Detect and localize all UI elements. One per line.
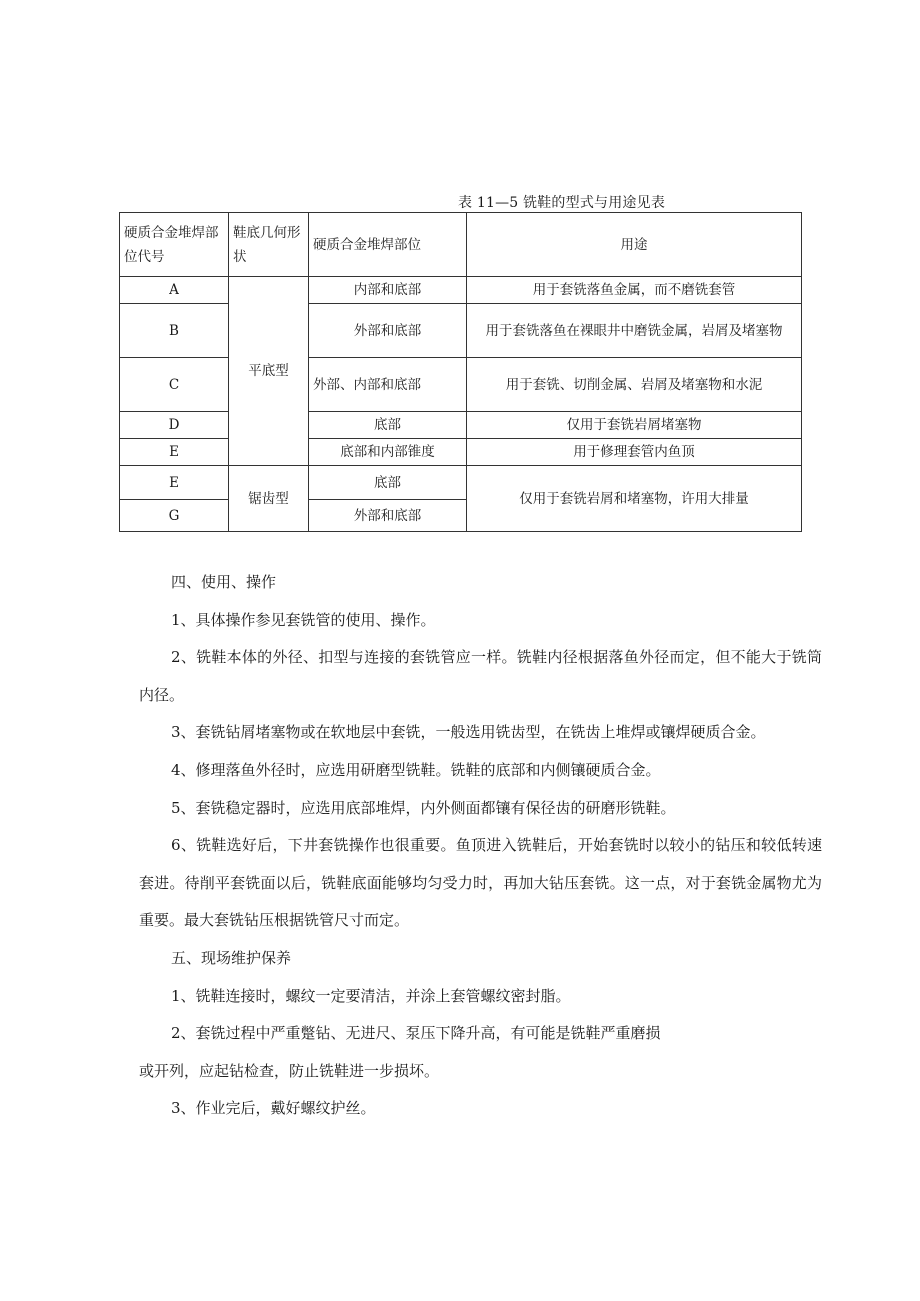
mill-shoe-spec-table xyxy=(119,212,802,532)
paragraph: 1、具体操作参见套铣管的使用、操作。 xyxy=(171,610,436,629)
cell-code: B xyxy=(120,304,229,358)
cell-position: 外部和底部 xyxy=(309,500,467,532)
paragraph: 3、套铣钻屑堵塞物或在软地层中套铣，一般选用铣齿型，在铣齿上堆焊或镶焊硬质合金。 xyxy=(171,723,766,742)
cell-position: 外部和底部 xyxy=(309,304,467,358)
cell-position: 内部和底部 xyxy=(309,277,467,304)
paragraph: 3、作业完后，戴好螺纹护丝。 xyxy=(171,1099,376,1118)
cell-code: G xyxy=(120,500,229,532)
paragraph-continuation: 或开列，应起钻检查，防止铣鞋进一步损坏。 xyxy=(139,1061,440,1080)
table-row xyxy=(120,277,802,304)
cell-usage: 仅用于套铣岩屑和堵塞物，许用大排量 xyxy=(467,466,802,532)
cell-position: 外部、内部和底部 xyxy=(309,358,467,412)
paragraph: 4、修理落鱼外径时，应选用研磨型铣鞋。铣鞋的底部和内侧镶硬质合金。 xyxy=(171,760,661,779)
section-heading: 五、现场维护保养 xyxy=(171,948,292,967)
header-position: 硬质合金堆焊部位 xyxy=(309,213,467,277)
cell-shape-flat: 平底型 xyxy=(229,277,309,466)
table-caption: 表 11—5 铣鞋的型式与用途见表 xyxy=(458,195,666,211)
paragraph: 5、套铣稳定器时，应选用底部堆焊，内外侧面都镶有保径齿的研磨形铣鞋。 xyxy=(171,798,676,817)
paragraph: 6、铣鞋选好后，下井套铣操作也很重要。鱼顶进入铣鞋后，开始套铣时以较小的钻压和较低转速套进。待削平套铣面以后，铣鞋底面能够均匀受力时，再加大钻压套铣。这一点，对于套铣金属物尤为重要。最大套铣钻压根据铣管尺寸而定。 xyxy=(139,836,822,930)
cell-code: E xyxy=(120,439,229,466)
cell-code: D xyxy=(120,412,229,439)
cell-position: 底部 xyxy=(309,466,467,500)
paragraph: 2、铣鞋本体的外径、扣型与连接的套铣管应一样。铣鞋内径根据落鱼外径而定，但不能大于铣筒内径。 xyxy=(139,648,822,704)
header-code: 硬质合金堆焊部位代号 xyxy=(120,213,229,277)
section-heading: 四、使用、操作 xyxy=(171,573,277,591)
cell-position: 底部和内部锥度 xyxy=(309,439,467,466)
table-row xyxy=(120,412,802,439)
cell-code: A xyxy=(120,277,229,304)
cell-position: 底部 xyxy=(309,412,467,439)
table-row xyxy=(120,439,802,466)
paragraph: 2、套铣过程中严重蹩钻、无进尺、泵压下降升高，有可能是铣鞋严重磨损 xyxy=(171,1024,661,1043)
cell-usage: 用于修理套管内鱼顶 xyxy=(467,439,802,466)
cell-usage: 用于套铣落鱼在裸眼井中磨铣金属，岩屑及堵塞物 xyxy=(467,304,802,358)
cell-code: C xyxy=(120,358,229,412)
cell-usage: 用于套铣、切削金属、岩屑及堵塞物和水泥 xyxy=(467,358,802,412)
table-header-row xyxy=(120,213,802,277)
paragraph: 1、铣鞋连接时，螺纹一定要清洁，并涂上套管螺纹密封脂。 xyxy=(171,986,571,1005)
cell-usage: 仅用于套铣岩屑堵塞物 xyxy=(467,412,802,439)
cell-usage: 用于套铣落鱼金属，而不磨铣套管 xyxy=(467,277,802,304)
document-body xyxy=(139,564,822,1128)
header-usage: 用途 xyxy=(467,213,802,277)
header-shape: 鞋底几何形状 xyxy=(229,213,309,277)
table-row xyxy=(120,304,802,358)
table-row xyxy=(120,466,802,500)
cell-code: E xyxy=(120,466,229,500)
table-row xyxy=(120,358,802,412)
cell-shape-saw: 锯齿型 xyxy=(229,466,309,532)
